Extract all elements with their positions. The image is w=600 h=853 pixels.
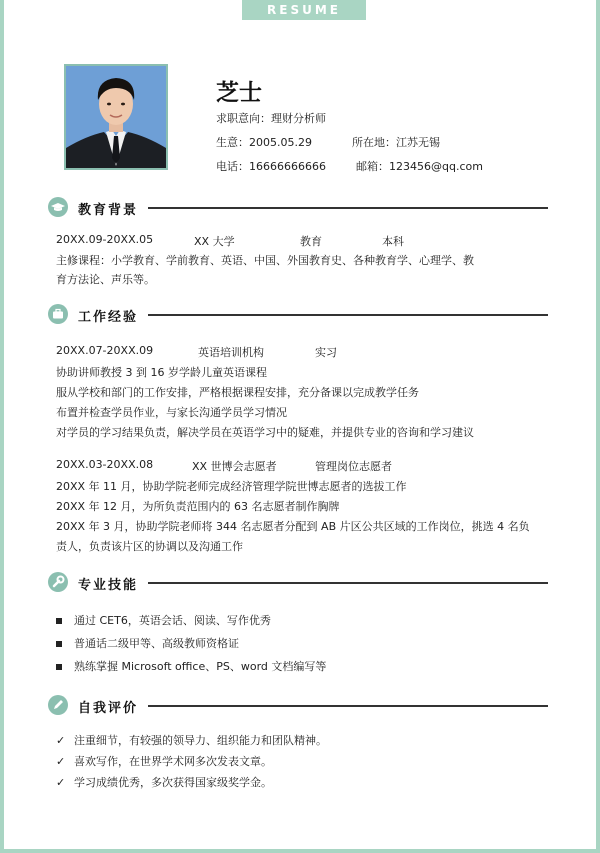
- section-title: 工作经验: [78, 310, 139, 325]
- edu-degree: 本科: [382, 235, 404, 248]
- checkmark-icon: ✓: [56, 776, 66, 789]
- phone: 电话：16666666666: [216, 160, 326, 173]
- candidate-name: 芝士: [216, 80, 262, 106]
- edu-major: 教育: [300, 235, 322, 248]
- pen-icon: [48, 695, 68, 715]
- job2-period: 20XX.03-20XX.08: [56, 458, 154, 471]
- job2-duty: 责人，负责该片区的协调以及沟通工作: [56, 540, 243, 553]
- section-divider: [148, 705, 548, 707]
- section-education: [48, 197, 548, 219]
- self-item: ✓ 喜欢写作，在世界学术网多次发表文章。: [56, 755, 272, 768]
- checkmark-icon: ✓: [56, 755, 66, 768]
- job-intention: 求职意向：理财分析师: [216, 112, 326, 125]
- briefcase-icon: [48, 304, 68, 324]
- avatar-portrait: [66, 66, 166, 168]
- edu-courses-cont: 育方法论、声乐等。: [56, 273, 155, 286]
- self-item: ✓ 学习成绩优秀，多次获得国家级奖学金。: [56, 776, 272, 789]
- section-divider: [148, 207, 548, 209]
- section-work: [48, 304, 548, 326]
- job2-role: 管理岗位志愿者: [315, 460, 392, 473]
- job1-duty: 服从学校和部门的工作安排，严格根据课程安排，充分备课以完成教学任务: [56, 386, 419, 399]
- square-bullet-icon: [56, 618, 62, 624]
- resume-tab: RESUME: [242, 0, 366, 20]
- skill-item: 熟练掌握 Microsoft office、PS、word 文档编写等: [56, 658, 326, 674]
- graduation-cap-icon: [48, 197, 68, 217]
- edu-courses: 主修课程：小学教育、学前教育、英语、中国、外国教育史、各种教育学、心理学、教: [56, 254, 474, 267]
- section-skills: [48, 572, 548, 594]
- square-bullet-icon: [56, 641, 62, 647]
- skill-item: 普通话二级甲等、高级教师资格证: [56, 635, 239, 651]
- birth-date: 生意：2005.05.29: [216, 136, 312, 149]
- job1-role: 实习: [315, 346, 337, 359]
- location: 所在地：江苏无锡: [352, 136, 440, 149]
- square-bullet-icon: [56, 664, 62, 670]
- checkmark-icon: ✓: [56, 734, 66, 747]
- email: 邮箱：123456@qq.com: [356, 160, 483, 173]
- profile-photo: [64, 64, 168, 170]
- section-title: 自我评价: [78, 701, 139, 716]
- section-divider: [148, 582, 548, 584]
- job1-period: 20XX.07-20XX.09: [56, 344, 154, 357]
- section-title: 教育背景: [78, 203, 139, 218]
- self-item: ✓ 注重细节，有较强的领导力、组织能力和团队精神。: [56, 734, 327, 747]
- edu-school: XX 大学: [194, 235, 235, 248]
- job1-duty: 对学员的学习结果负责，解决学员在英语学习中的疑难，并提供专业的咨询和学习建议: [56, 426, 474, 439]
- section-divider: [148, 314, 548, 316]
- section-title: 专业技能: [78, 578, 139, 593]
- job1-org: 英语培训机构: [198, 346, 264, 359]
- job1-duty: 布置并检查学员作业，与家长沟通学员学习情况: [56, 406, 287, 419]
- job2-duty: 20XX 年 12 月，为所负责范围内的 63 名志愿者制作胸牌: [56, 500, 340, 513]
- wrench-icon: [48, 572, 68, 592]
- job2-org: XX 世博会志愿者: [192, 460, 277, 473]
- section-self-evaluation: [48, 695, 548, 717]
- skill-item: 通过 CET6，英语会话、阅读、写作优秀: [56, 612, 271, 628]
- job1-duty: 协助讲师教授 3 到 16 岁学龄儿童英语课程: [56, 366, 267, 379]
- job2-duty: 20XX 年 11 月，协助学院老师完成经济管理学院世博志愿者的选拔工作: [56, 480, 407, 493]
- edu-period: 20XX.09-20XX.05: [56, 233, 154, 246]
- job2-duty: 20XX 年 3 月，协助学院老师将 344 名志愿者分配到 AB 片区公共区域的工作岗位，挑选 4 名负: [56, 520, 530, 533]
